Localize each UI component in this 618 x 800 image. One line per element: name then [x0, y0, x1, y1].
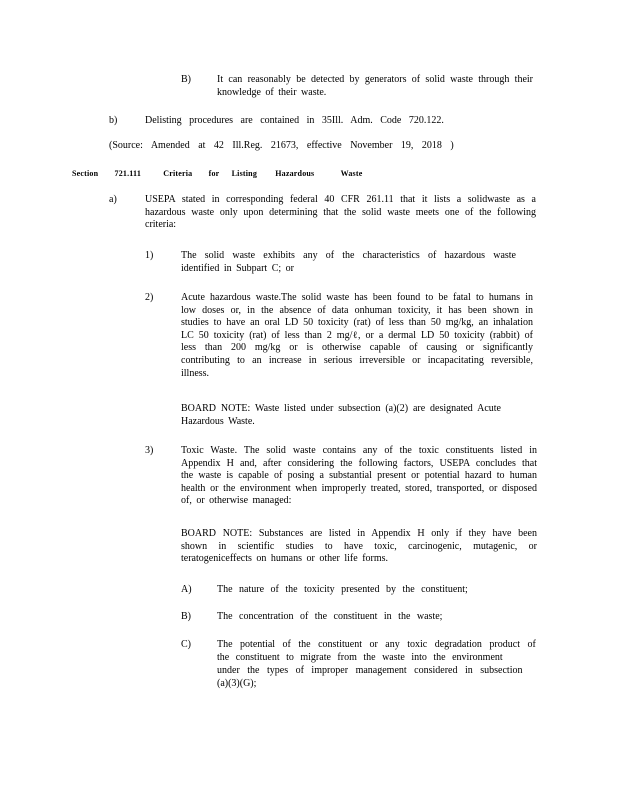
board-note-2: BOARD NOTE: Waste listed under subsection (a)(2) are designated Acute Hazardous Waste. — [181, 403, 501, 427]
section-heading — [72, 168, 362, 181]
section-title-word: Waste — [340, 169, 363, 178]
item-label-b-upper: B) — [181, 74, 191, 85]
section-word: Section — [72, 169, 99, 178]
section-title-word: for — [208, 169, 220, 178]
section-title-word: Listing — [231, 169, 258, 178]
text-line: The potential of the constituent or any toxic degradation product of — [217, 639, 536, 650]
text-line: (a)(3)(G); — [217, 678, 257, 689]
item-text-a: USEPA stated in corresponding federal 40 CFR 261.11 that it lists a solidwaste as a hazardous waste only upon determining that the solid waste meets one of the following criteria: — [145, 194, 536, 231]
item-text-3: Toxic Waste. The solid waste contains any of the toxic constituents listed in Appendix H and, after considering the following factors, USEPA concludes that the waste is capable of posing a substantial present or potential hazard to human health or the environment when improperly treated, stored, transported, or disposed of, or otherwise managed: — [181, 445, 537, 507]
item-text-b-upper: It can reasonably be detected by generators of solid waste through their knowledge of their waste. — [217, 74, 533, 98]
text-line: the constituent to migrate from the waste into the environment — [217, 652, 503, 663]
item-label-3: 3) — [145, 445, 154, 456]
board-note-3: BOARD NOTE: Substances are listed in Appendix H only if they have been shown in scientific studies to have toxic, carcinogenic, mutagenic, or teratogeniceffects on humans or other life forms. — [181, 528, 537, 565]
item-label-2: 2) — [145, 292, 154, 303]
section-title-word: Hazardous — [275, 169, 315, 178]
item-text-b-lower: Delisting procedures are contained in 35Ill. Adm. Code 720.122. — [145, 115, 444, 126]
item-label-A: A) — [181, 584, 192, 595]
source-note: (Source: Amended at 42 Ill.Reg. 21673, effective November 19, 2018 ) — [109, 140, 454, 151]
section-number: 721.111 — [114, 169, 142, 178]
item-text-2: Acute hazardous waste.The solid waste has been found to be fatal to humans in low doses or, in the absence of data onhuman toxicity, it has been shown in studies to have an oral LD 50 toxicity (rat) of less than 50 mg/kg, an inhalation LC 50 toxicity (rat) of less than 2 mg/ℓ, or a dermal LD 50 toxicity (rabbit) of less than 200 mg/kg or is otherwise capable of causing or significantly contributing to an increase in serious irreversible or incapacitating reversible, illness. — [181, 292, 533, 379]
item-text-A: The nature of the toxicity presented by the constituent; — [217, 584, 468, 595]
item-label-B: B) — [181, 611, 191, 622]
text-line: under the types of improper management considered in subsection — [217, 665, 523, 676]
item-label-b-lower: b) — [109, 115, 118, 126]
item-label-a: a) — [109, 194, 117, 205]
section-title-word: Criteria — [163, 169, 193, 178]
item-text-B: The concentration of the constituent in the waste; — [217, 611, 443, 622]
item-label-C: C) — [181, 639, 191, 650]
item-text-1: The solid waste exhibits any of the characteristics of hazardous waste identified in Subpart C; or — [181, 250, 516, 274]
item-label-1: 1) — [145, 250, 154, 261]
